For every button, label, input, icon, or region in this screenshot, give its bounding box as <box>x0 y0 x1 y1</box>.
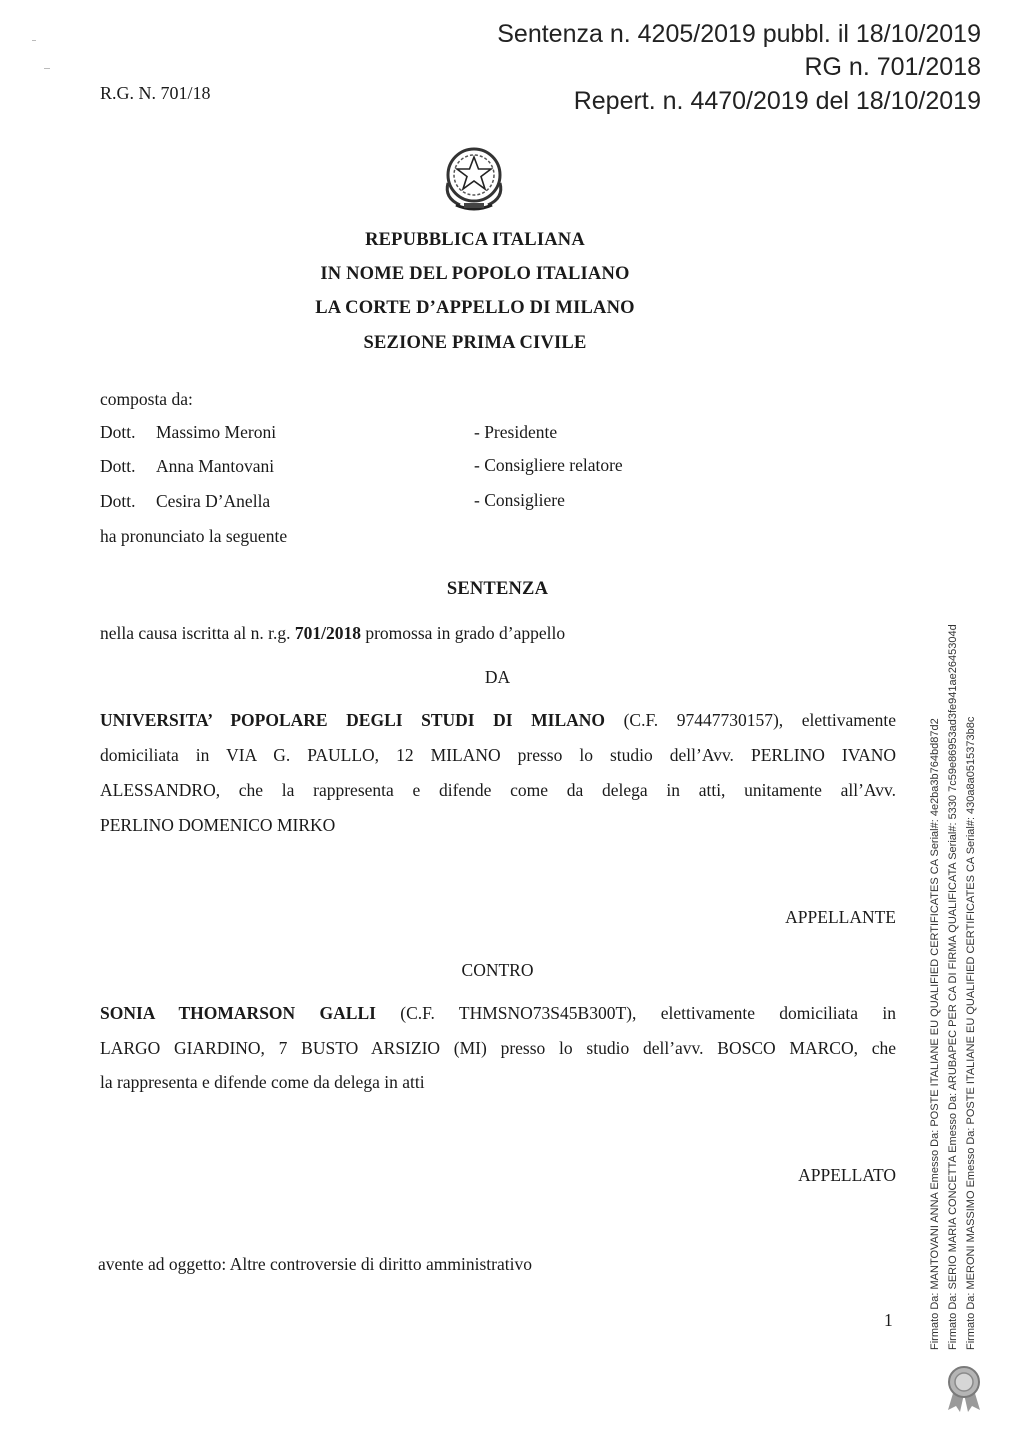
causa-line <box>100 623 565 644</box>
causa-pre: nella causa iscritta al n. r.g. <box>100 623 295 643</box>
pronunciato-text: ha pronunciato la seguente <box>100 526 288 546</box>
page-number: 1 <box>884 1310 893 1330</box>
da-label: DA <box>484 667 511 687</box>
appellant-cf: (C.F. 97447730157), elettivamente <box>605 710 896 730</box>
appellee-name: SONIA THOMARSON GALLI <box>100 1003 376 1023</box>
signature-line-1: Firmato Da: MANTOVANI ANNA Emesso Da: POSTE ITALIANE EU QUALIFIED CERTIFICATES CA Serial#: 4e2ba3b764bd87d2 <box>929 718 941 1350</box>
appellato-label: APPELLATO <box>798 1165 896 1185</box>
judge-title: Dott. <box>100 422 136 442</box>
composta-label: composta da: <box>100 389 193 409</box>
appellee-line-3: la rappresenta e difende come da delega in atti <box>100 1072 425 1092</box>
causa-post: promossa in grado d’appello <box>360 623 566 643</box>
judge-role: - Consigliere relatore <box>474 455 623 475</box>
oggetto-line: avente ad oggetto: Altre controversie di diritto amministrativo <box>98 1254 532 1274</box>
title-popolo: IN NOME DEL POPOLO ITALIANO <box>320 264 630 284</box>
appellant-name: UNIVERSITA’ POPOLARE DEGLI STUDI DI MILANO <box>100 710 606 730</box>
rgn-label: R.G. N. 701/18 <box>100 83 211 103</box>
title-sezione: SEZIONE PRIMA CIVILE <box>363 333 587 353</box>
appellante-label: APPELLANTE <box>785 907 896 927</box>
judge-role: - Consigliere <box>474 490 565 510</box>
causa-number: 701/2018 <box>294 623 361 643</box>
judge-title: Dott. <box>100 456 136 476</box>
appellant-line-1 <box>100 710 896 731</box>
appellee-line-1 <box>100 1003 896 1024</box>
repertorio-number: Repert. n. 4470/2019 del 18/10/2019 <box>573 87 981 115</box>
title-repubblica: REPUBBLICA ITALIANA <box>365 230 585 250</box>
judge-name: Cesira D’Anella <box>156 491 271 511</box>
appellant-line-3: ALESSANDRO, che la rappresenta e difende come da delega in atti, unitamente all’Avv. <box>100 780 896 800</box>
appellee-cf: (C.F. THMSNO73S45B300T), elettivamente domiciliata in <box>375 1003 896 1023</box>
scan-speck <box>44 68 50 69</box>
title-corte: LA CORTE D’APPELLO DI MILANO <box>315 298 635 318</box>
scan-speck <box>32 40 36 41</box>
sentenza-heading: SENTENZA <box>446 579 549 599</box>
rg-number: RG n. 701/2018 <box>804 53 981 81</box>
appellant-line-4: PERLINO DOMENICO MIRKO <box>100 815 336 835</box>
judge-name: Anna Mantovani <box>156 456 275 476</box>
appellant-line-2: domiciliata in VIA G. PAULLO, 12 MILANO presso lo studio dell’Avv. PERLINO IVANO <box>100 745 896 765</box>
signature-line-3: Firmato Da: MERONI MASSIMO Emesso Da: POSTE ITALIANE EU QUALIFIED CERTIFICATES CA Serial#: 430a8a0515373b8c <box>965 716 977 1350</box>
judge-title: Dott. <box>100 491 136 511</box>
judge-name: Massimo Meroni <box>156 422 277 442</box>
contro-label: CONTRO <box>461 960 534 980</box>
sentence-number: Sentenza n. 4205/2019 pubbl. il 18/10/2019 <box>497 20 981 48</box>
italian-emblem-icon <box>440 143 508 213</box>
signature-line-2: Firmato Da: SERIO MARIA CONCETTA Emesso Da: ARUBAPEC PER CA DI FIRMA QUALIFICATA Serial#: 5330 7c59e86953ad3fe941ae2645304d <box>947 624 959 1350</box>
judge-role: - Presidente <box>474 422 558 442</box>
certified-ribbon-icon <box>944 1364 984 1412</box>
appellee-line-2: LARGO GIARDINO, 7 BUSTO ARSIZIO (MI) presso lo studio dell’avv. BOSCO MARCO, che <box>100 1038 896 1058</box>
